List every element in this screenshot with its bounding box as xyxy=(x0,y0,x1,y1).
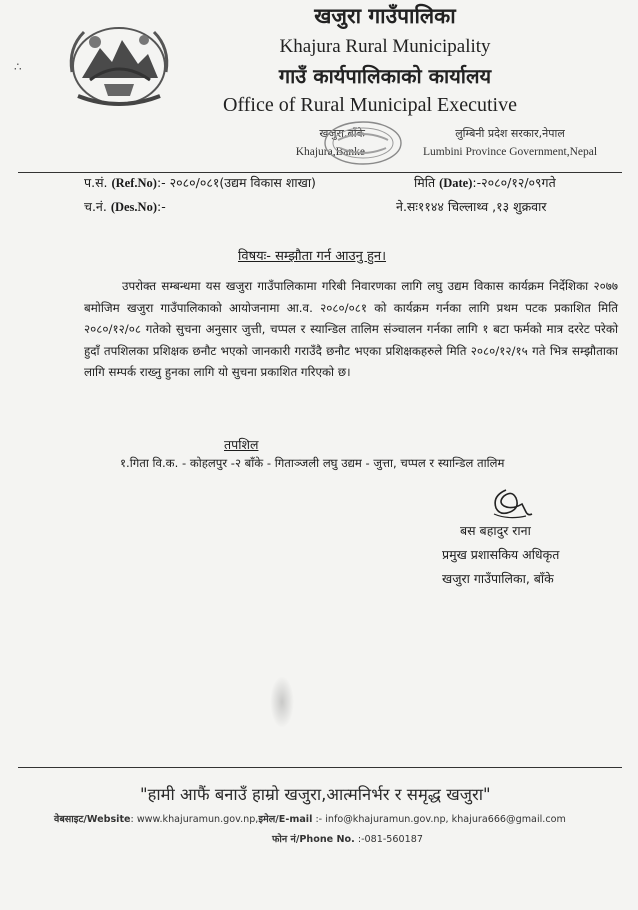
date-label-en: (Date) xyxy=(439,176,473,190)
footer-divider xyxy=(18,767,622,768)
address-right xyxy=(405,125,615,161)
des-value: :- xyxy=(156,199,166,214)
letter-date xyxy=(414,174,556,191)
ref-value: :- २०८०/०८१(उद्यम विकास शाखा) xyxy=(156,175,316,190)
handwritten-signature-icon xyxy=(486,486,534,520)
office-name-en: Office of Rural Municipal Executive xyxy=(223,94,517,116)
dispatch-number xyxy=(84,198,166,215)
scan-smudge xyxy=(270,676,294,728)
address-right-np: लुम्बिनी प्रदेश सरकार,नेपाल xyxy=(455,127,565,140)
signatory-office: खजुरा गाउँपालिका, बाँके xyxy=(442,571,554,586)
municipality-name-en: Khajura Rural Municipality xyxy=(279,36,491,57)
ref-label-en: (Ref.No) xyxy=(111,176,157,190)
office-stamp-icon xyxy=(322,118,404,168)
date-value: :-२०८०/१२/०९गते xyxy=(472,175,556,190)
date-label-np: मिति xyxy=(414,175,436,190)
address-left-np: खजुरा,बाँके xyxy=(319,127,365,140)
footer-contact xyxy=(54,812,566,825)
annex-list-item: १.गिता वि.क. - कोहलपुर -२ बाँके - गिताञ्जली लघु उद्यम - जुत्ता, चप्पल र स्यान्डिल तालिम xyxy=(120,456,505,470)
header-divider xyxy=(18,172,622,173)
reference-number xyxy=(84,174,316,191)
signatory-name: बस बहादुर राना xyxy=(460,523,531,538)
scan-speck: ∴ xyxy=(14,60,22,74)
des-label-np: च.नं. xyxy=(84,199,107,214)
footer-slogan: "हामी आफैं बनाउँ हाम्रो खजुरा,आत्मनिर्भर र समृद्ध खजुरा" xyxy=(140,785,491,804)
address-left-en: Khajura,Banke xyxy=(295,146,365,158)
footer-phone xyxy=(272,832,423,845)
ref-label-np: प.सं. xyxy=(84,175,108,190)
municipality-name-np: खजुरा गाउँपालिका xyxy=(314,4,456,28)
address-right-en: Lumbini Province Government,Nepal xyxy=(422,146,598,158)
email-label: इमेल/E-mail xyxy=(258,814,313,825)
phone-value: :-081-560187 xyxy=(357,834,423,845)
website-label: वेबसाइट/Website xyxy=(54,814,131,825)
des-label-en: (Des.No) xyxy=(110,200,157,214)
phone-label: फोन नं/Phone No. xyxy=(272,834,355,845)
office-name-np: गाउँ कार्यपालिकाको कार्यालय xyxy=(278,64,492,88)
signatory-title: प्रमुख प्रशासकिय अधिकृत xyxy=(442,547,560,562)
letter-subject: विषयः- सम्झौता गर्न आउनु हुन। xyxy=(238,249,387,264)
letter-body-paragraph: उपरोक्त सम्बन्धमा यस खजुरा गाउँपालिकामा गरिबी निवारणका लागि लघु उद्यम विकास कार्यक्रम निर्देशिका २०७७ बमोजिम खजुरा गाउँपालिकाको आयोजनामा आ.व. २०८०/०८१ को कार्यक्रम गर्नका लागि प्रथम पटक प्रकाशित मिति २०८०/१२/०८ गतेको सुचना अनुसार जुत्ती, चप्पल र स्यान्डिल तालिम संञ्चालन गर्नका लागि १ बटा फर्मको मात्र दररेट परेको हुदाँ तपशिलका प्रशिक्षक छनौट भएको जानकारी गराउँदै छनौट भएका प्रशिक्षकहरुले मिति २०८०/१२/१५ गते भित्र सम्झौताका लागि सम्पर्क राख्नु हुनका लागि यो सुचना प्रकाशित गरिएको छ। xyxy=(84,279,618,380)
website-value[interactable]: : www.khajuramun.gov.np, xyxy=(130,814,259,825)
nepal-sambat-date: ने.सः११४४ चिल्लाथ्व ,१३ शुक्रवार xyxy=(396,199,547,214)
annex-heading: तपशिल xyxy=(224,437,259,452)
email-value[interactable]: :- info@khajuramun.gov.np, khajura666@gmail.com xyxy=(315,814,566,825)
